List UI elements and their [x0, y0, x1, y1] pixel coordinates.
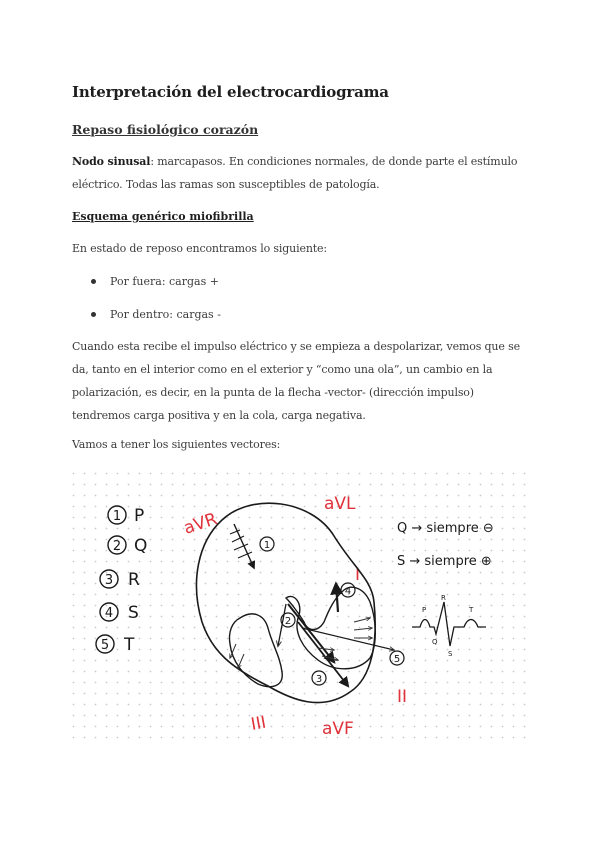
legend-wave: R [128, 570, 140, 590]
list-item [72, 270, 221, 303]
vector-number: 1 [263, 540, 271, 551]
legend-wave: T [124, 635, 135, 655]
ecg-label-r: R [441, 594, 446, 602]
vector-number: 5 [393, 654, 401, 665]
legend-wave: P [134, 506, 145, 526]
esquema-heading: Esquema genérico miofibrilla [72, 210, 254, 223]
lead-ii: II [397, 687, 408, 707]
page-title: Interpretación del electrocardiograma [72, 83, 389, 101]
legend-number: 4 [104, 606, 114, 621]
lead-avr: aVR [181, 509, 220, 539]
vectores-intro: Vamos a tener los siguientes vectores: [72, 438, 281, 451]
bullet-text: Por fuera: cargas + [110, 275, 219, 288]
nodo-sinusal-text: : marcapasos. En condiciones normales, de donde parte el estímulo eléctrico. Todas las ramas son susceptibles de patología. [72, 155, 518, 191]
section-subtitle: Repaso fisiológico corazón [72, 122, 259, 137]
lead-i: I [355, 565, 361, 585]
ecg-label-s: S [448, 650, 453, 658]
legend-number: 2 [112, 539, 122, 554]
legend-number: 3 [104, 573, 114, 588]
ecg-label-q: Q [432, 638, 438, 646]
lead-avl: aVL [324, 494, 356, 514]
legend-wave: Q [134, 536, 148, 556]
heart-vectors-sketch [72, 472, 534, 742]
nodo-sinusal-label: Nodo sinusal [72, 155, 151, 168]
bullet-list [72, 270, 221, 336]
lead-iii: III [249, 712, 268, 735]
note-q: Q → siempre ⊖ [397, 521, 494, 536]
legend-number: 5 [100, 638, 110, 653]
ecg-label-p: P [422, 606, 427, 614]
legend-number: 1 [112, 509, 122, 524]
reposo-intro: En estado de reposo encontramos lo siguiente: [72, 242, 327, 255]
bullet-dot [91, 312, 96, 317]
bullet-text: Por dentro: cargas - [110, 308, 221, 321]
lead-avf: aVF [322, 719, 354, 739]
ecg-label-t: T [469, 606, 474, 614]
impulso-paragraph: Cuando esta recibe el impulso eléctrico y se empieza a despolarizar, vemos que se da, tanto en el interior como en el exterior y “como una ola”, un cambio en la polarización, es decir, en la punta de la flecha -vector- (dirección impulso) tendremos carga positiva y en la cola, carga negativa. [72, 340, 520, 422]
bullet-dot [91, 279, 96, 284]
note-s: S → siempre ⊕ [397, 554, 492, 569]
nodo-sinusal-paragraph [72, 150, 534, 196]
vector-number: 4 [344, 586, 352, 597]
legend-wave: S [128, 603, 139, 623]
vector-number: 2 [284, 616, 292, 627]
list-item [72, 303, 221, 336]
vector-number: 3 [315, 674, 323, 685]
